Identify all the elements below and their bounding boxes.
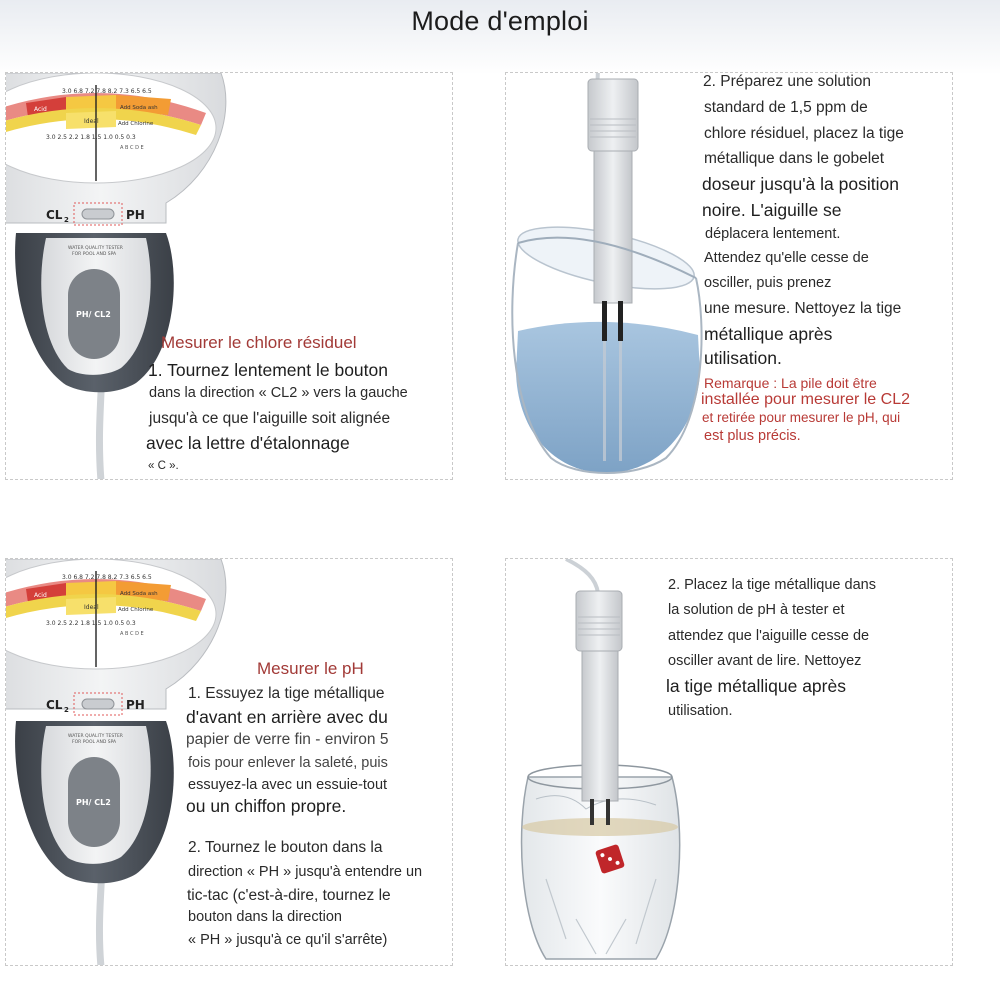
dial-zone-acid: Acid	[34, 592, 47, 599]
chlorine-step-line: « C ».	[148, 460, 179, 472]
solution-step-line: osciller, puis prenez	[704, 275, 832, 291]
solution-step-line: Attendez qu'elle cesse de	[704, 250, 869, 266]
ph-step-line: 1. Essuyez la tige métallique	[188, 685, 385, 702]
ph-step-line: bouton dans la direction	[188, 909, 342, 925]
solution-step-line: utilisation.	[704, 348, 782, 368]
dial-zone-add-soda: Add Soda ash	[120, 591, 158, 597]
label-cl2-sub: 2	[64, 216, 69, 224]
dial-zone-add-soda: Add Soda ash	[120, 105, 158, 111]
ph-read-line: utilisation.	[668, 703, 733, 719]
ph-step-line: ou un chiffon propre.	[186, 796, 347, 816]
dial-zone-ideal: Ideal	[84, 118, 99, 125]
solution-step-line: 2. Préparez une solution	[703, 73, 872, 90]
dial-letters: A B C D E	[120, 631, 144, 637]
dial-top-numbers: 3.0 6.8 7.2 7.8 8.2 7.3 6.5 6.5	[62, 574, 152, 581]
dial-bottom-numbers: 3.0 2.5 2.2 1.8 1.5 1.0 0.5 0.3	[46, 620, 136, 627]
page-title: Mode d'emploi	[411, 6, 589, 36]
chlorine-step-line: 1. Tournez lentement le bouton	[148, 360, 388, 380]
body-text-1: WATER QUALITY TESTER	[68, 246, 123, 251]
panel-ph-solution	[505, 558, 953, 966]
ph-heading: Mesurer le pH	[257, 659, 364, 678]
body-text-2: FOR POOL AND SPA	[72, 740, 117, 745]
solution-step-line: noire. L'aiguille se	[702, 200, 842, 220]
ph-step-line: fois pour enlever la saleté, puis	[188, 755, 388, 771]
label-ph: PH	[126, 208, 145, 222]
dial-letters: A B C D E	[120, 145, 144, 151]
probe-in-glass-with-dice-illustration	[506, 559, 953, 966]
ph-step-line: essuyez-la avec un essuie-tout	[188, 777, 388, 793]
solution-step-line: déplacera lentement.	[705, 226, 841, 242]
dial-top-numbers: 3.0 6.8 7.2 7.8 8.2 7.3 6.5 6.5	[62, 88, 152, 95]
label-ph: PH	[126, 698, 145, 712]
chlorine-heading: Mesurer le chlore résiduel	[161, 333, 357, 352]
solution-step-line: métallique après	[704, 324, 833, 344]
solution-step-line: doseur jusqu'à la position	[702, 174, 899, 194]
chlorine-step-line: dans la direction « CL2 » vers la gauche	[149, 385, 408, 401]
panel-measure-chlorine	[5, 72, 453, 480]
button-label: PH/ CL2	[76, 310, 111, 319]
dial-bottom-numbers: 3.0 2.5 2.2 1.8 1.5 1.0 0.5 0.3	[46, 134, 136, 141]
battery-note-line: installée pour mesurer le CL2	[701, 391, 910, 408]
ph-step-line: 2. Tournez le bouton dans la	[188, 839, 383, 856]
dial-zone-chlorine: Add Chlorine	[118, 607, 154, 613]
panel-chlorine-solution	[505, 72, 953, 480]
label-cl2: CL	[46, 698, 63, 712]
ph-step-line: tic-tac (c'est-à-dire, tournez le	[187, 887, 391, 904]
label-cl2-sub: 2	[64, 706, 69, 714]
ph-step-line: papier de verre fin - environ 5	[186, 731, 389, 748]
ph-step-line: d'avant en arrière avec du	[186, 707, 388, 727]
ph-read-line: attendez que l'aiguille cesse de	[668, 628, 870, 644]
solution-step-line: une mesure. Nettoyez la tige	[704, 300, 902, 317]
ph-read-line: la tige métallique après	[666, 676, 846, 696]
dial-zone-ideal: Ideal	[84, 604, 99, 611]
battery-note-line: est plus précis.	[704, 428, 801, 444]
ph-read-line: osciller avant de lire. Nettoyez	[668, 653, 862, 669]
dial-zone-chlorine: Add Chlorine	[118, 121, 154, 127]
ph-step-line: direction « PH » jusqu'à entendre un	[188, 864, 423, 880]
label-cl2: CL	[46, 208, 63, 222]
ph-step-line: « PH » jusqu'à ce qu'il s'arrête)	[188, 932, 388, 948]
battery-note-line: Remarque : La pile doit être	[704, 375, 877, 391]
ph-read-line: 2. Placez la tige métallique dans	[668, 577, 876, 593]
chlorine-step-line: jusqu'à ce que l'aiguille soit alignée	[149, 410, 391, 427]
solution-step-line: chlore résiduel, placez la tige	[704, 125, 904, 142]
dial-zone-acid: Acid	[34, 106, 47, 113]
body-text-2: FOR POOL AND SPA	[72, 252, 117, 257]
solution-step-line: métallique dans le gobelet	[704, 150, 885, 167]
battery-note-line: et retirée pour mesurer le pH, qui	[702, 410, 901, 425]
chlorine-step-line: avec la lettre d'étalonnage	[146, 433, 350, 453]
ph-read-line: la solution de pH à tester et	[668, 602, 845, 618]
panel-measure-ph	[5, 558, 453, 966]
solution-step-line: standard de 1,5 ppm de	[704, 99, 868, 116]
button-label: PH/ CL2	[76, 798, 111, 807]
body-text-1: WATER QUALITY TESTER	[68, 734, 123, 739]
